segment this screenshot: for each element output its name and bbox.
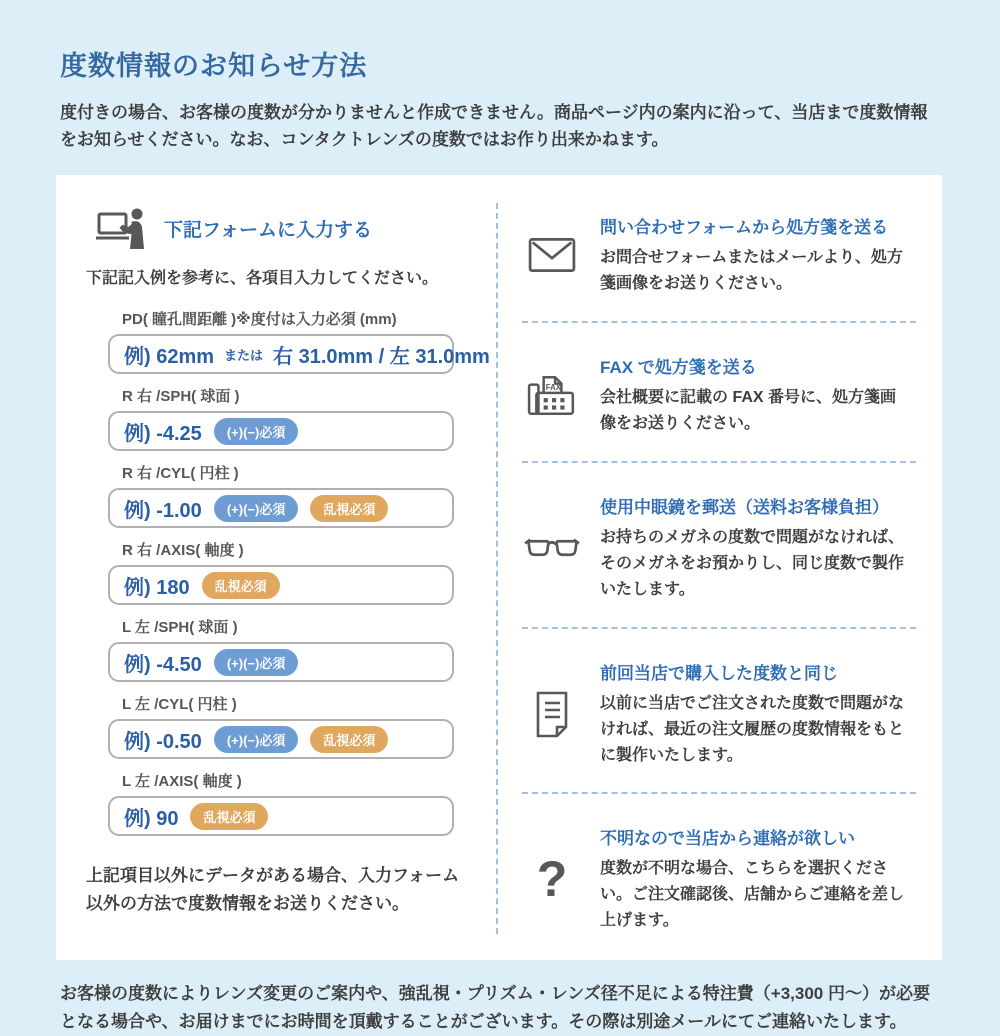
field-r-sph (108, 385, 454, 451)
field-label: PD( 瞳孔間距離 )※度付は入力必須 (mm) (122, 311, 397, 329)
method-previous-order (522, 649, 916, 795)
form-column (56, 203, 498, 934)
example-value: 例) -0.50 (124, 730, 202, 753)
form-footnote: 上記項目以外にデータがある場合、入力フォーム以外の方法で度数情報をお送りください。 (86, 866, 460, 913)
form-fields (108, 308, 490, 836)
plus-minus-required-badge: (+)(−)必須 (214, 495, 299, 522)
astigmatism-required-badge: 乱視必須 (190, 803, 268, 830)
form-header (96, 207, 496, 249)
astigmatism-required-badge: 乱視必須 (310, 726, 388, 753)
example-input-box (108, 488, 454, 528)
example-connector: または (224, 347, 264, 363)
document-icon (522, 689, 582, 739)
field-label: L 左 /SPH( 球面 ) (122, 619, 238, 637)
field-label: L 左 /CYL( 円柱 ) (122, 696, 237, 714)
method-body: お持ちのメガネの度数で問題がなければ、そのメガネをお預かりし、同じ度数で製作いたします。 (600, 529, 905, 598)
example-value: 例) 62mm (124, 345, 215, 368)
method-body: 会社概要に記載の FAX 番号に、処方箋画像をお送りください。 (600, 389, 897, 433)
method-body: 以前に当店でご注文された度数で問題がなければ、最近の注文履歴の度数情報をもとに製作いたします。 (600, 694, 905, 764)
method-text (600, 213, 905, 297)
astigmatism-required-badge: 乱視必須 (202, 572, 280, 599)
prescription-info-card (56, 175, 942, 960)
field-label: L 左 /AXIS( 軸度 ) (122, 773, 242, 791)
example-value: 例) -4.25 (124, 422, 202, 445)
method-text (600, 659, 905, 769)
intro-text: 度付きの場合、お客様の度数が分かりませんと作成できません。商品ページ内の案内に沿って、当店まで度数情報をお知らせください。なお、コンタクトレンズの度数ではお作り出来かねます。 (60, 103, 928, 150)
question-glyph: ? (536, 851, 568, 908)
field-r-axis (108, 539, 454, 605)
method-mail-glasses (522, 483, 916, 629)
field-label: R 右 /SPH( 球面 ) (122, 388, 240, 406)
fax-icon-label: FAX (545, 382, 561, 392)
page-title: 度数情報のお知らせ方法 (60, 51, 368, 81)
example-value: 例) 180 (124, 576, 190, 599)
form-heading: 下記フォームに入力する (164, 219, 373, 241)
methods-column (498, 203, 942, 934)
method-contact-form (522, 203, 916, 323)
plus-minus-required-badge: (+)(−)必須 (214, 649, 299, 676)
example-value: 例) -1.00 (124, 499, 202, 522)
method-unknown-contact (522, 814, 916, 934)
example-input-box (108, 565, 454, 605)
example-input-box (108, 642, 454, 682)
method-body: 度数が不明な場合、こちらを選択ください。ご注文確認後、店舗からご連絡を差し上げます。 (600, 860, 905, 930)
field-l-cyl (108, 693, 454, 759)
example-value: 例) -4.50 (124, 653, 202, 676)
example-value: 例) 90 (124, 807, 179, 830)
field-label: R 右 /CYL( 円柱 ) (122, 465, 239, 483)
method-title: 前回当店で購入した度数と同じ (600, 663, 838, 683)
method-title: 不明なので当店から連絡が欲しい (600, 829, 855, 849)
field-l-sph (108, 616, 454, 682)
example-input-box (108, 719, 454, 759)
example-input-box (108, 411, 454, 451)
form-instruction: 下記記入例を参考に、各項目入力してください。 (86, 270, 439, 288)
method-title: 使用中眼鏡を郵送（送料お客様負担） (600, 498, 889, 517)
example-input-box (108, 334, 490, 374)
person-at-computer-icon (96, 207, 148, 249)
field-r-cyl (108, 462, 454, 528)
method-text (600, 493, 905, 603)
fax-icon (522, 372, 582, 418)
page-footnote: お客様の度数によりレンズ変更のご案内や、強乱視・プリズム・レンズ径不足による特注費（+3,300 円～）が必要となる場合や、お届けまでにお時間を頂戴することがございます。その際は別途メールにてご連絡いたします。 (60, 984, 930, 1032)
envelope-icon (522, 237, 582, 273)
method-title: 問い合わせフォームから処方箋を送る (600, 218, 889, 238)
method-fax (522, 343, 916, 463)
plus-minus-required-badge: (+)(−)必須 (214, 726, 299, 753)
method-text (600, 353, 905, 437)
method-text (600, 824, 905, 934)
method-title: FAX で処方箋を送る (600, 358, 757, 378)
plus-minus-required-badge: (+)(−)必須 (214, 418, 299, 445)
field-pd (108, 308, 490, 374)
field-label: R 右 /AXIS( 軸度 ) (122, 542, 244, 560)
astigmatism-required-badge: 乱視必須 (310, 495, 388, 522)
method-body: お問合せフォームまたはメールより、処方箋画像をお送りください。 (600, 249, 903, 293)
example-input-box (108, 796, 454, 836)
field-l-axis (108, 770, 454, 836)
question-icon (522, 851, 582, 908)
example-value-2: 右 31.0mm / 左 31.0mm (273, 345, 490, 368)
glasses-icon (522, 535, 582, 561)
